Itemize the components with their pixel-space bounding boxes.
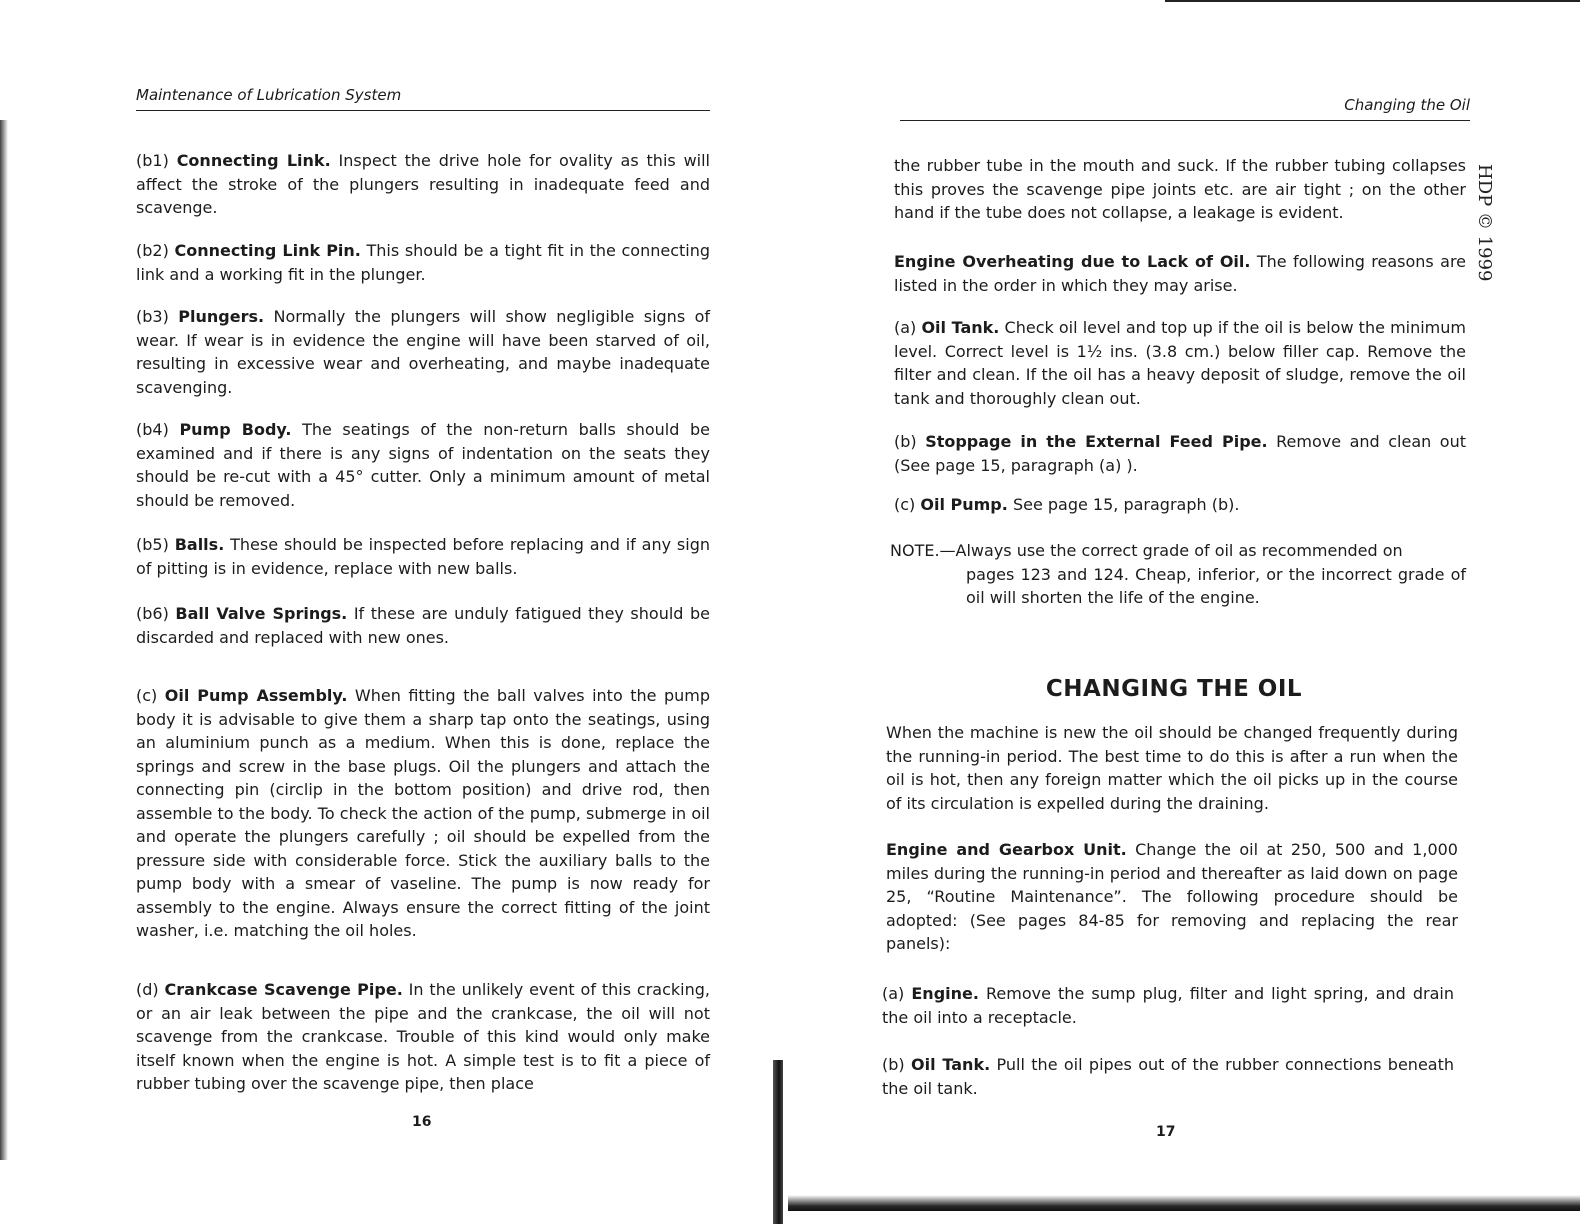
paragraph-feed-pipe: (b) Stoppage in the External Feed Pipe. Remove and clean out (See page 15, paragraph (a) ).: [894, 432, 1466, 475]
paragraph-b6: (b6) Ball Valve Springs. If these are unduly fatigued they should be discarded and replaced with new ones.: [136, 604, 710, 647]
running-head: Maintenance of Lubrication System: [136, 86, 710, 111]
paragraph-b3: (b3) Plungers. Normally the plungers will show negligible signs of wear. If wear is in evidence the engine will have been starved of oil, resulting in excessive wear and overheating, and maybe inadequate scavenging.: [136, 307, 711, 397]
note-label: NOTE.—: [890, 541, 956, 560]
right-page: [790, 0, 1580, 1224]
note: NOTE.—Always use the correct grade of oil as recommended on pages 123 and 124. Cheap, inferior, or the incorrect grade of oil will shorten the life of the engine.: [890, 541, 1466, 607]
paragraph-intro: When the machine is new the oil should be changed frequently during the running-in period. The best time to do this is after a run when the oil is hot, then any foreign matter which the oil picks up in the course of its circulation is expelled during the draining.: [886, 723, 1458, 813]
paragraph-oil-pump: (c) Oil Pump. See page 15, paragraph (b).: [894, 495, 1240, 514]
paragraph-b2: (b2) Connecting Link Pin. This should be a tight fit in the connecting link and a working fit in the plunger.: [136, 241, 710, 284]
page-number: 16: [412, 1114, 432, 1130]
section-title: CHANGING THE OIL: [1045, 676, 1303, 702]
running-head: Changing the Oil: [900, 96, 1470, 121]
paragraph-continuation: the rubber tube in the mouth and suck. If the rubber tubing collapses this proves the scavenge pipe joints etc. are air tight ; on the other hand if the tube does not collapse, a leakage is evident.: [894, 156, 1466, 222]
paragraph-overheating: Engine Overheating due to Lack of Oil. The following reasons are listed in the order in which they may arise.: [894, 252, 1467, 295]
page-number: 17: [1156, 1124, 1176, 1140]
paragraph-d: (d) Crankcase Scavenge Pipe. In the unlikely event of this cracking, or an air leak between the pipe and the crankcase, the oil will not scavenge from the crankcase. Trouble of this kind would only make itself known when the engine is hot. A simple test is to fit a piece of rubber tubing over the scavenge pipe, then place: [136, 980, 710, 1093]
paragraph-engine: (a) Engine. Remove the sump plug, filter and light spring, and drain the oil into a receptacle.: [882, 984, 1454, 1027]
paragraph-b4: (b4) Pump Body. The seatings of the non-return balls should be examined and if there is any signs of indentation on the seats they should be re-cut with a 45° cutter. Only a minimum amount of metal should be removed.: [136, 420, 710, 510]
paragraph-oil-tank-drain: (b) Oil Tank. Pull the oil pipes out of the rubber connections beneath the oil tank.: [882, 1055, 1454, 1098]
paragraph-c: (c) Oil Pump Assembly. When fitting the ball valves into the pump body it is advisable to give them a sharp tap onto the seatings, using an aluminium punch as a medium. When this is done, replace the springs and screw in the base plugs. Oil the plungers and attach the connecting pin (circlip in the bottom position) and drive rod, then assemble to the body. To check the action of the pump, submerge in oil and operate the plungers carefully ; oil should be expelled from the pressure side with considerable force. Stick the auxiliary balls to the pump body with a smear of vaseline. The pump is now ready for assembly to the engine. Always ensure the correct fitting of the joint washer, i.e. matching the oil holes.: [136, 686, 710, 940]
paragraph-b1: (b1) Connecting Link. Inspect the drive hole for ovality as this will affect the stroke of the plungers resulting in inadequate feed and scavenge.: [136, 151, 710, 217]
binding-gutter: [773, 1060, 783, 1224]
paragraph-oil-tank: (a) Oil Tank. Check oil level and top up if the oil is below the minimum level. Correct level is 1½ ins. (3.8 cm.) below filler cap. Remove the filter and clean. If the oil has a heavy deposit of sludge, remove the oil tank and thoroughly clean out.: [894, 318, 1466, 408]
copyright-stamp: HDP © 1999: [1474, 164, 1495, 282]
paragraph-gearbox-unit: Engine and Gearbox Unit. Change the oil at 250, 500 and 1,000 miles during the running-in period and thereafter as laid down on page 25, “Routine Maintenance”. The following procedure should be adopted: (See pages 84-85 for removing and replacing the rear panels):: [886, 840, 1458, 953]
paragraph-b5: (b5) Balls. These should be inspected before replacing and if any sign of pitting is in evidence, replace with new balls.: [136, 535, 711, 578]
